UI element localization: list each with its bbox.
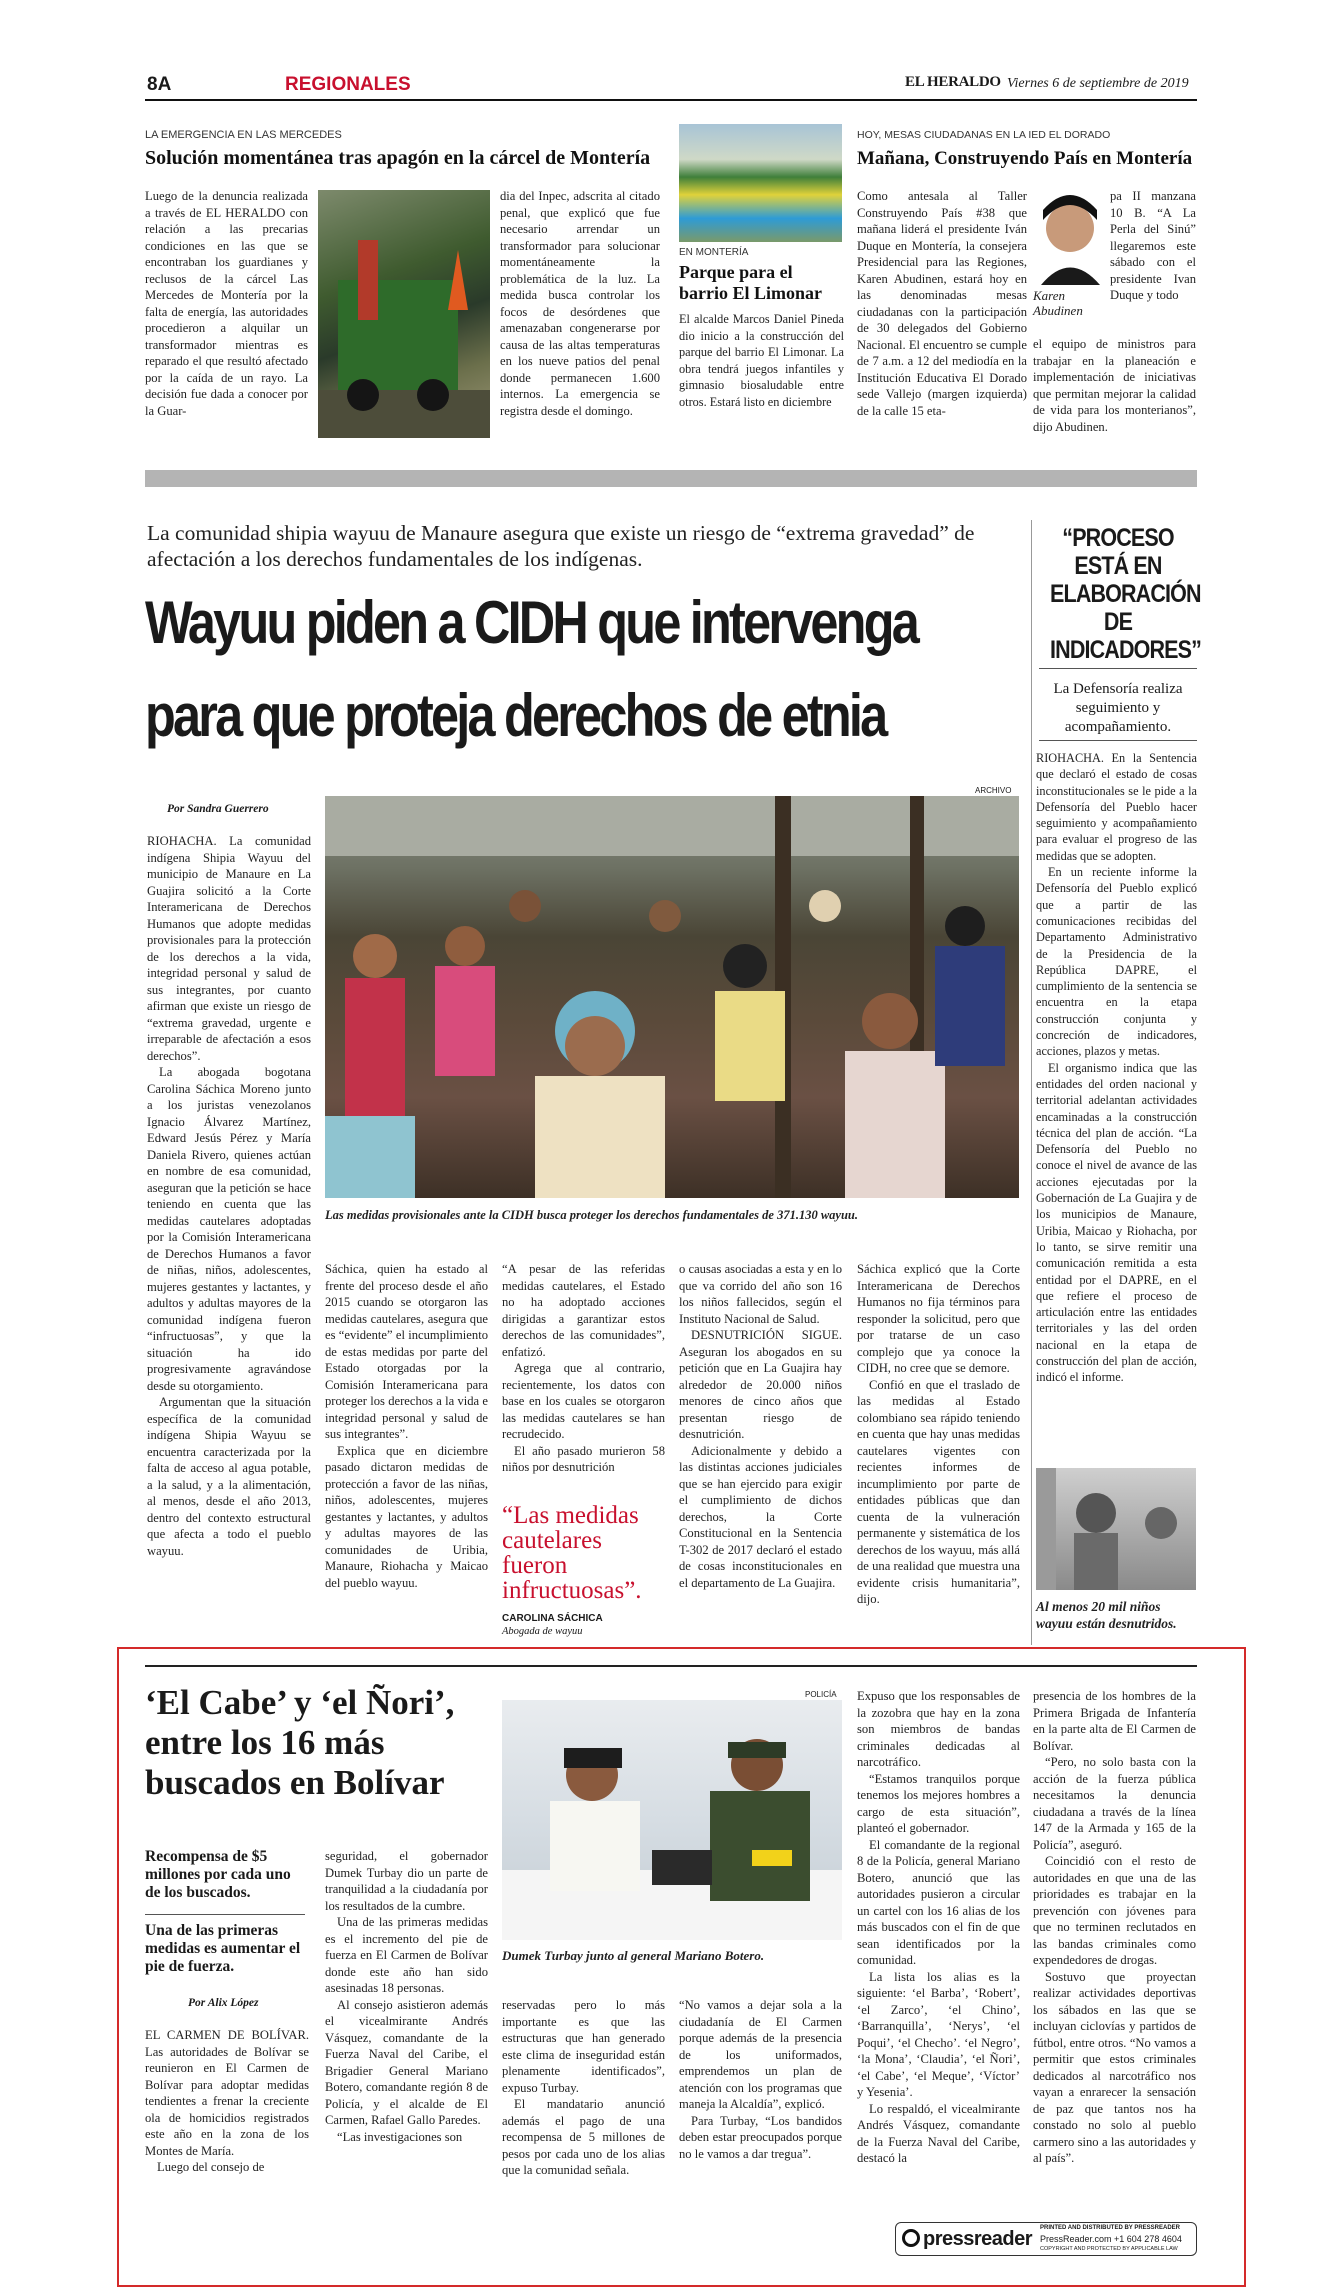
sidebar-divider: [1031, 520, 1032, 1645]
story3-col2a: pa II manzana 10 B. “A La Perla del Sinú” llegaremos este sábado con el presidente Ivan Duque y todo: [1110, 189, 1196, 302]
newspaper-name: EL HERALDO: [905, 74, 1001, 90]
truck-illustration: [318, 190, 490, 438]
sidebar-rule-2: [1039, 740, 1197, 741]
paragraph: Sostuvo que proyectan realizar actividades deportivas los sábados en las que se incluyan ciclovías y partidos de fútbol, entre otros. “No vamos a permitir que estos criminales dedicados al narcotráfico nos vayan a enrarecer la sensación de paz que tantos nos ha constado no solo al pueblo carmero sino a las autoridades y al país”.: [1033, 1969, 1196, 2165]
paragraph: Una de las primeras medidas es el incremento del pie de fuerza en El Carmen de Bolívar donde este año han sido asesinadas 18 personas.: [325, 1915, 488, 1995]
turbay-botero-photo: [502, 1700, 842, 1940]
main-headline-1: Wayuu piden a CIDH que intervenga: [145, 589, 917, 656]
gray-separator-bar: [145, 470, 1197, 487]
paragraph: RIOHACHA. La comunidad indígena Shipia Wayuu del municipio de Manaure en La Guajira solicitó a la Corte Interamericana de Derechos Humanos que adopte medidas provisionales para la protección de los derechos a la vida, integridad personal y salud de sus integrantes, por cuanto afirman que existe un riesgo de “extrema gravedad, urgente e irreparable de afectación a esos derechos”.: [147, 834, 311, 1063]
paragraph: “A pesar de las referidas medidas cautelares, el Estado no ha adoptado acciones dirigidas a garantizar estos derechos de las comunidades”, enfatizó.: [502, 1262, 665, 1359]
prison-truck-photo: [318, 190, 490, 438]
child-photo-caption: Al menos 20 mil niños wayuu están desnutridos.: [1036, 1599, 1177, 1631]
main-headline-2: para que proteja derechos de etnia: [145, 682, 886, 749]
paragraph: EL CARMEN DE BOLÍVAR. Las autoridades de Bolívar se reunieron en El Carmen de Bolívar para adoptar medidas tendientes a frenar la creciente ola de homicidios registrados este año en la zona de los Montes de María.: [145, 2028, 309, 2158]
sidebar-rule-1: [1039, 668, 1197, 669]
park-photo: [679, 124, 842, 242]
karen-photo-caption: Karen Abudinen: [1033, 288, 1083, 318]
story1-kicker: LA EMERGENCIA EN LAS MERCEDES: [145, 129, 342, 141]
main-photo-caption: Las medidas provisionales ante la CIDH busca proteger los derechos fundamentales de 371.130 wayuu.: [325, 1208, 859, 1222]
bolivar-deck-2: Una de las primeras medidas es aumentar el pie de fuerza.: [145, 1922, 301, 1975]
paragraph: presencia de los hombres de la Primera Brigada de Infantería en la parte alta de El Carmen de Bolívar.: [1033, 1689, 1196, 1753]
paragraph: La lista los alias es la siguiente: ‘el Barba’, ‘Robert’, ‘el Zarco’, ‘el Chino’, ‘Barranquilla’, ‘Nerys’, ‘el Poqui’, ‘el Checho’. ‘el Negro’, ‘la Mona’, ‘Claudia’, ‘el Ñori’, ‘el Cabe’, ‘el Meque’, ‘Víctor’ y Yesenia’.: [857, 1969, 1020, 2099]
child-photo: [1036, 1468, 1196, 1590]
pressreader-logo-icon: [902, 2229, 920, 2247]
bolivar-top-rule: [145, 1665, 1197, 1667]
story1-col2: dia del Inpec, adscrita al citado penal, que explicó que fue necesario arrendar un transformador para solucionar momentáneamente la problemática de la luz. La medida busca controlar los focos de desórdenes que amenazaban congenerarse por causa de las altas temperaturas en los nueve patios del penal donde permanecen 1.600 internos. La emergencia se registra desde el domingo.: [500, 189, 660, 418]
bolivar-col5: [857, 1688, 1020, 2167]
main-col3: [502, 1261, 665, 1476]
paragraph: Explica que en diciembre pasado dictaron medidas de protección a favor de las niñas, niños, adolescentes, mujeres gestantes y lactantes, y adultos y adultas mayores de las comunidades de Uribia, Manaure, Riohacha y Maicao del pueblo wayuu.: [325, 1443, 488, 1590]
issue-date: Viernes 6 de septiembre de 2019: [1007, 76, 1189, 91]
paragraph: Lo respaldó, el vicealmirante Andrés Vásquez, comandante de la Fuerza Naval del Caribe, destacó la: [857, 2101, 1020, 2165]
paragraph: Luego del consejo de: [157, 2160, 265, 2174]
section-name: REGIONALES: [285, 74, 411, 95]
paragraph: Coincidió con el resto de autoridades en que una de las prioridades es trabajar en la prevención con jóvenes para que no terminen reclutados en las bandas criminales como expendedores de drogas.: [1033, 1854, 1196, 1967]
quote-attribution-role: Abogada de wayuu: [502, 1626, 583, 1637]
page-number: 8A: [147, 74, 172, 95]
paragraph: “Las investigaciones son: [337, 2129, 463, 2144]
story3-kicker: HOY, MESAS CIUDADANAS EN LA IED EL DORADO: [857, 129, 1111, 141]
story3-col1: Como antesala al Taller Construyendo País #38 que mañana liderá el presidente Iván Duque en Montería, la consejera Presidencial para las Regiones, Karen Abudinen, estará hoy en las denominadas mesas ciudadanas con la participación de 30 delegados del Gobierno Nacional. El encuentro se cumple de 7 a.m. a 12 del mediodía en la Institución Educativa El Dorado sede Vallejo (margen izquierda) de la calle 15 eta-: [857, 189, 1027, 418]
pressreader-line3: COPYRIGHT AND PROTECTED BY APPLICABLE LAW: [1040, 2246, 1178, 2252]
officials-illustration: [502, 1700, 842, 1940]
paragraph: Expuso que los responsables de la zozobra que hay en la zona son miembros de bandas criminales dedicadas al narcotráfico.: [857, 1689, 1020, 1769]
bolivar-deck-1: Recompensa de $5 millones por cada uno de los buscados.: [145, 1848, 291, 1901]
karen-abudinen-photo: [1033, 190, 1108, 285]
wayuu-crowd-photo: [325, 796, 1019, 1198]
bolivar-headline: ‘El Cabe’ y ‘el Ñori’, entre los 16 más buscados en Bolívar: [145, 1683, 455, 1802]
quote-attribution-name: CAROLINA SÁCHICA: [502, 1613, 603, 1624]
paragraph: El mandatario anunció además el pago de una recompensa de 5 millones de pesos por cada uno de los alias que la comunidad señala.: [502, 2097, 665, 2177]
bolivar-col3: [502, 1997, 665, 2179]
bolivar-col1: [145, 2027, 309, 2176]
paragraph: Agrega que al contrario, recientemente, los datos con base en los cuales se otorgaron las medidas cautelares se han recrudecido.: [502, 1361, 665, 1441]
story3-col2b: el equipo de ministros para trabajar en la planeación e implementación de iniciativas que permitan mejorar la calidad de vida para los monterianos”, dijo Abudinen.: [1033, 337, 1196, 434]
paragraph: Para Turbay, “Los bandidos deben estar preocupados porque no le vamos a dar tregua”.: [679, 2113, 842, 2161]
paragraph: Al consejo asistieron además el vicealmirante Andrés Vásquez, comandante de la Fuerza Naval del Caribe, el Brigadier General Mariano Botero, comandante región 8 de Policía, y el alcalde de El Carmen, Rafael Gallo Paredes.: [325, 1997, 488, 2127]
paragraph: reservadas pero lo más importante es que las estructuras que han generado este clima de inseguridad están plenamente identificados”, expuso Turbay.: [502, 1998, 665, 2095]
header-rule: [145, 99, 1197, 101]
paragraph: RIOHACHA. En la Sentencia que declaró el estado de cosas inconstitucionales se le pide a la Defensoría del Pueblo hacer seguimiento y acompañamiento para evaluar el progreso de las medidas que se adopten.: [1036, 751, 1197, 863]
paragraph: Adicionalmente y debido a las distintas acciones judiciales que se han ejercido para exigir el cumplimiento de dichos derechos, la Corte Constitucional en la Sentencia T-302 de 2017 declaró el estado de cosas inconstitucionales en el departamento de La Guajira.: [679, 1443, 842, 1590]
bolivar-deck-rule: [145, 1914, 305, 1915]
crowd-illustration: [325, 796, 1019, 1198]
paragraph: “Pero, no solo basta con la acción de la fuerza pública necesitamos la denuncia ciudadana a través de la línea 147 de la Armada y 165 de la Policía”, aseguró.: [1033, 1755, 1196, 1852]
story2-kicker: EN MONTERÍA: [679, 247, 749, 258]
pressreader-brand: pressreader: [923, 2228, 1033, 2250]
paragraph: Sáchica, quien ha estado al frente del proceso desde el año 2015 cuando se otorgaron las medidas cautelares, asegura que es “evidente” el incumplimiento de estas medidas por parte del Estado otorgadas por la Comisión Interamericana para proteger los derechos a la vida e integridad personal y salud de sus integrantes”.: [325, 1262, 488, 1441]
main-pull-quote: “Las medidas cautelares fueron infructuosas”.: [502, 1502, 642, 1604]
bolivar-col2: [325, 1848, 488, 2145]
main-col2: [325, 1261, 488, 1591]
main-col5: [857, 1261, 1020, 1608]
story2-title: Parque para el barrio El Limonar: [679, 262, 822, 303]
paragraph: La abogada bogotana Carolina Sáchica Moreno junto a los juristas venezolanos Ignacio Álvarez Martínez, Edward Jesús Pérez y María Daniela Rivero, quienes actúan en nombre de esa comunidad, aseguran que la petición se hace teniendo en cuenta que las medidas cautelares adoptadas por la Comisión Interamericana de Derechos Humanos a favor de niñas, niños, adolescentes, mujeres gestantes y lactantes, y adultos y adultas mayores de la comunidad indígena fueron “infructuosas”, y que la situación ha ido progresivamente agravándose desde su otorgamiento.: [147, 1065, 311, 1393]
main-col1: [147, 833, 311, 1559]
paragraph: “No vamos a dejar sola a la ciudadanía de El Carmen porque además de la presencia de los uniformados, emprendemos un plan de atención con los programas que maneja la Alcaldía”, explicó.: [679, 1998, 842, 2111]
paragraph: El organismo indica que las entidades del orden nacional y territorial adelantan actividades encaminadas a la construcción técnica del plan de acción. “La Defensoría del Pueblo no conoce el nivel de avance de las acciones ejecutadas por la Gobernación de La Guajira y de los municipios de Manaure, Uribia, Maicao y Riohacha, por lo tanto, se sirve remitir una comunicación remitida a esta entidad por el DAPRE, en el que refiere el proceso de articulación entre las entidades territoriales y las del orden nacional en la etapa de construcción del plan de acción, indicó el informe.: [1036, 1060, 1197, 1385]
bolivar-col4: [679, 1997, 842, 2162]
paragraph: El año pasado murieron 58 niños por desnutrición: [502, 1443, 665, 1474]
paragraph: El comandante de la regional 8 de la Policía, general Mariano Botero, anunció que las autoridades pusieron a circular un cartel con los 16 alias de los más buscados con el fin de que sean identificados por la comunidad.: [857, 1837, 1020, 1967]
paragraph: Argumentan que la situación específica de la comunidad indígena Shipia Wayuu se encuentra caracterizada por la falta de acceso al agua potable, a la salud, y a la alimentación, al menos, desde el año 2013, dentro del contexto estructural que afecta a todo el pueblo wayuu.: [147, 1395, 311, 1558]
story1-col1: Luego de la denuncia realizada a través de EL HERALDO con relación a las precarias condiciones en las que se encontraban los guardianes y reclusos de la cárcel Las Mercedes de Montería por la falta de energía, las autoridades procedieron a alquilar un transformador mientras es reparado el que resultó afectado por la caída de un rayo. La decisión fue dada a conocer por la Guar-: [145, 189, 308, 418]
main-byline: Por Sandra Guerrero: [167, 803, 269, 815]
paragraph: seguridad, el gobernador Dumek Turbay dio un parte de tranquilidad a la ciudadanía por los resultados de la cumbre.: [325, 1849, 488, 1913]
paragraph: Confió en que el traslado de las medidas al Estado colombiano sea rápido teniendo en cuenta que hay unas medidas cautelares vigentes con recientes informes de incumplimiento por parte de entidades públicas que dan cuenta de la vulneración permanente y sistemática de los derechos de los wayuu, más allá de una realidad que muestra una evidente crisis humanitaria”, dijo.: [857, 1377, 1020, 1606]
bolivar-photo-credit: POLICÍA: [805, 1690, 837, 1699]
bolivar-col6: [1033, 1688, 1196, 2167]
story1-title: Solución momentánea tras apagón en la cárcel de Montería: [145, 147, 651, 169]
main-photo-credit: ARCHIVO: [975, 786, 1012, 795]
paragraph: o causas asociadas a esta y en lo que va corrido del año son 16 los niños fallecidos, según el Instituto Nacional de Salud.: [679, 1262, 842, 1326]
paragraph: En un reciente informe la Defensoría del Pueblo explicó que a partir de las comunicaciones recibidas del Departamento Administrativo de la Presidencia de la República DAPRE, el cumplimiento de la sentencia se encuentra en la etapa construcción conjunta y concreción de indicadores, acciones, plazos y metas.: [1036, 865, 1197, 1059]
paragraph: DESNUTRICIÓN SIGUE. Aseguran los abogados en su petición que en La Guajira hay alrededor de 20.000 niños menores de cinco años que presentan riesgo de desnutrición.: [679, 1328, 842, 1441]
pressreader-logo: [902, 2228, 1032, 2251]
story2-body: El alcalde Marcos Daniel Pineda dio inicio a la construcción del parque del barrio El Limonar. La obra tendrá juegos infantiles y gimnasio biosaludable entre otros. Estará listo en diciembre: [679, 312, 844, 409]
sidebar-deck: La Defensoría realiza seguimiento y acompañamiento.: [1053, 681, 1183, 735]
sidebar-body: [1036, 750, 1197, 1386]
main-deck: La comunidad shipia wayuu de Manaure asegura que existe un riesgo de “extrema gravedad” de afectación a los derechos fundamentales de los indígenas.: [147, 521, 975, 571]
pressreader-line1: PRINTED AND DISTRIBUTED BY PRESSREADER: [1040, 2225, 1181, 2231]
paragraph: Sáchica explicó que la Corte Interamericana de Derechos Humanos no fija términos para responder la solicitud, pero que por tratarse de un caso complejo que ya conoce la CIDH, no cree que se demore.: [857, 1262, 1020, 1375]
bolivar-byline: Por Alix López: [188, 1997, 259, 2009]
sidebar-headline: “PROCESO ESTÁ EN ELABORACIÓN DE INDICADORES”: [1050, 524, 1202, 664]
main-col4: [679, 1261, 842, 1591]
bolivar-photo-caption: Dumek Turbay junto al general Mariano Botero.: [502, 1948, 765, 1963]
pressreader-line2: PressReader.com +1 604 278 4604: [1040, 2234, 1182, 2244]
paragraph: “Estamos tranquilos porque tenemos los mejores hombres a cargo de esta situación”, planteó el gobernador.: [857, 1771, 1020, 1835]
story3-title: Mañana, Construyendo País en Montería: [857, 148, 1193, 169]
